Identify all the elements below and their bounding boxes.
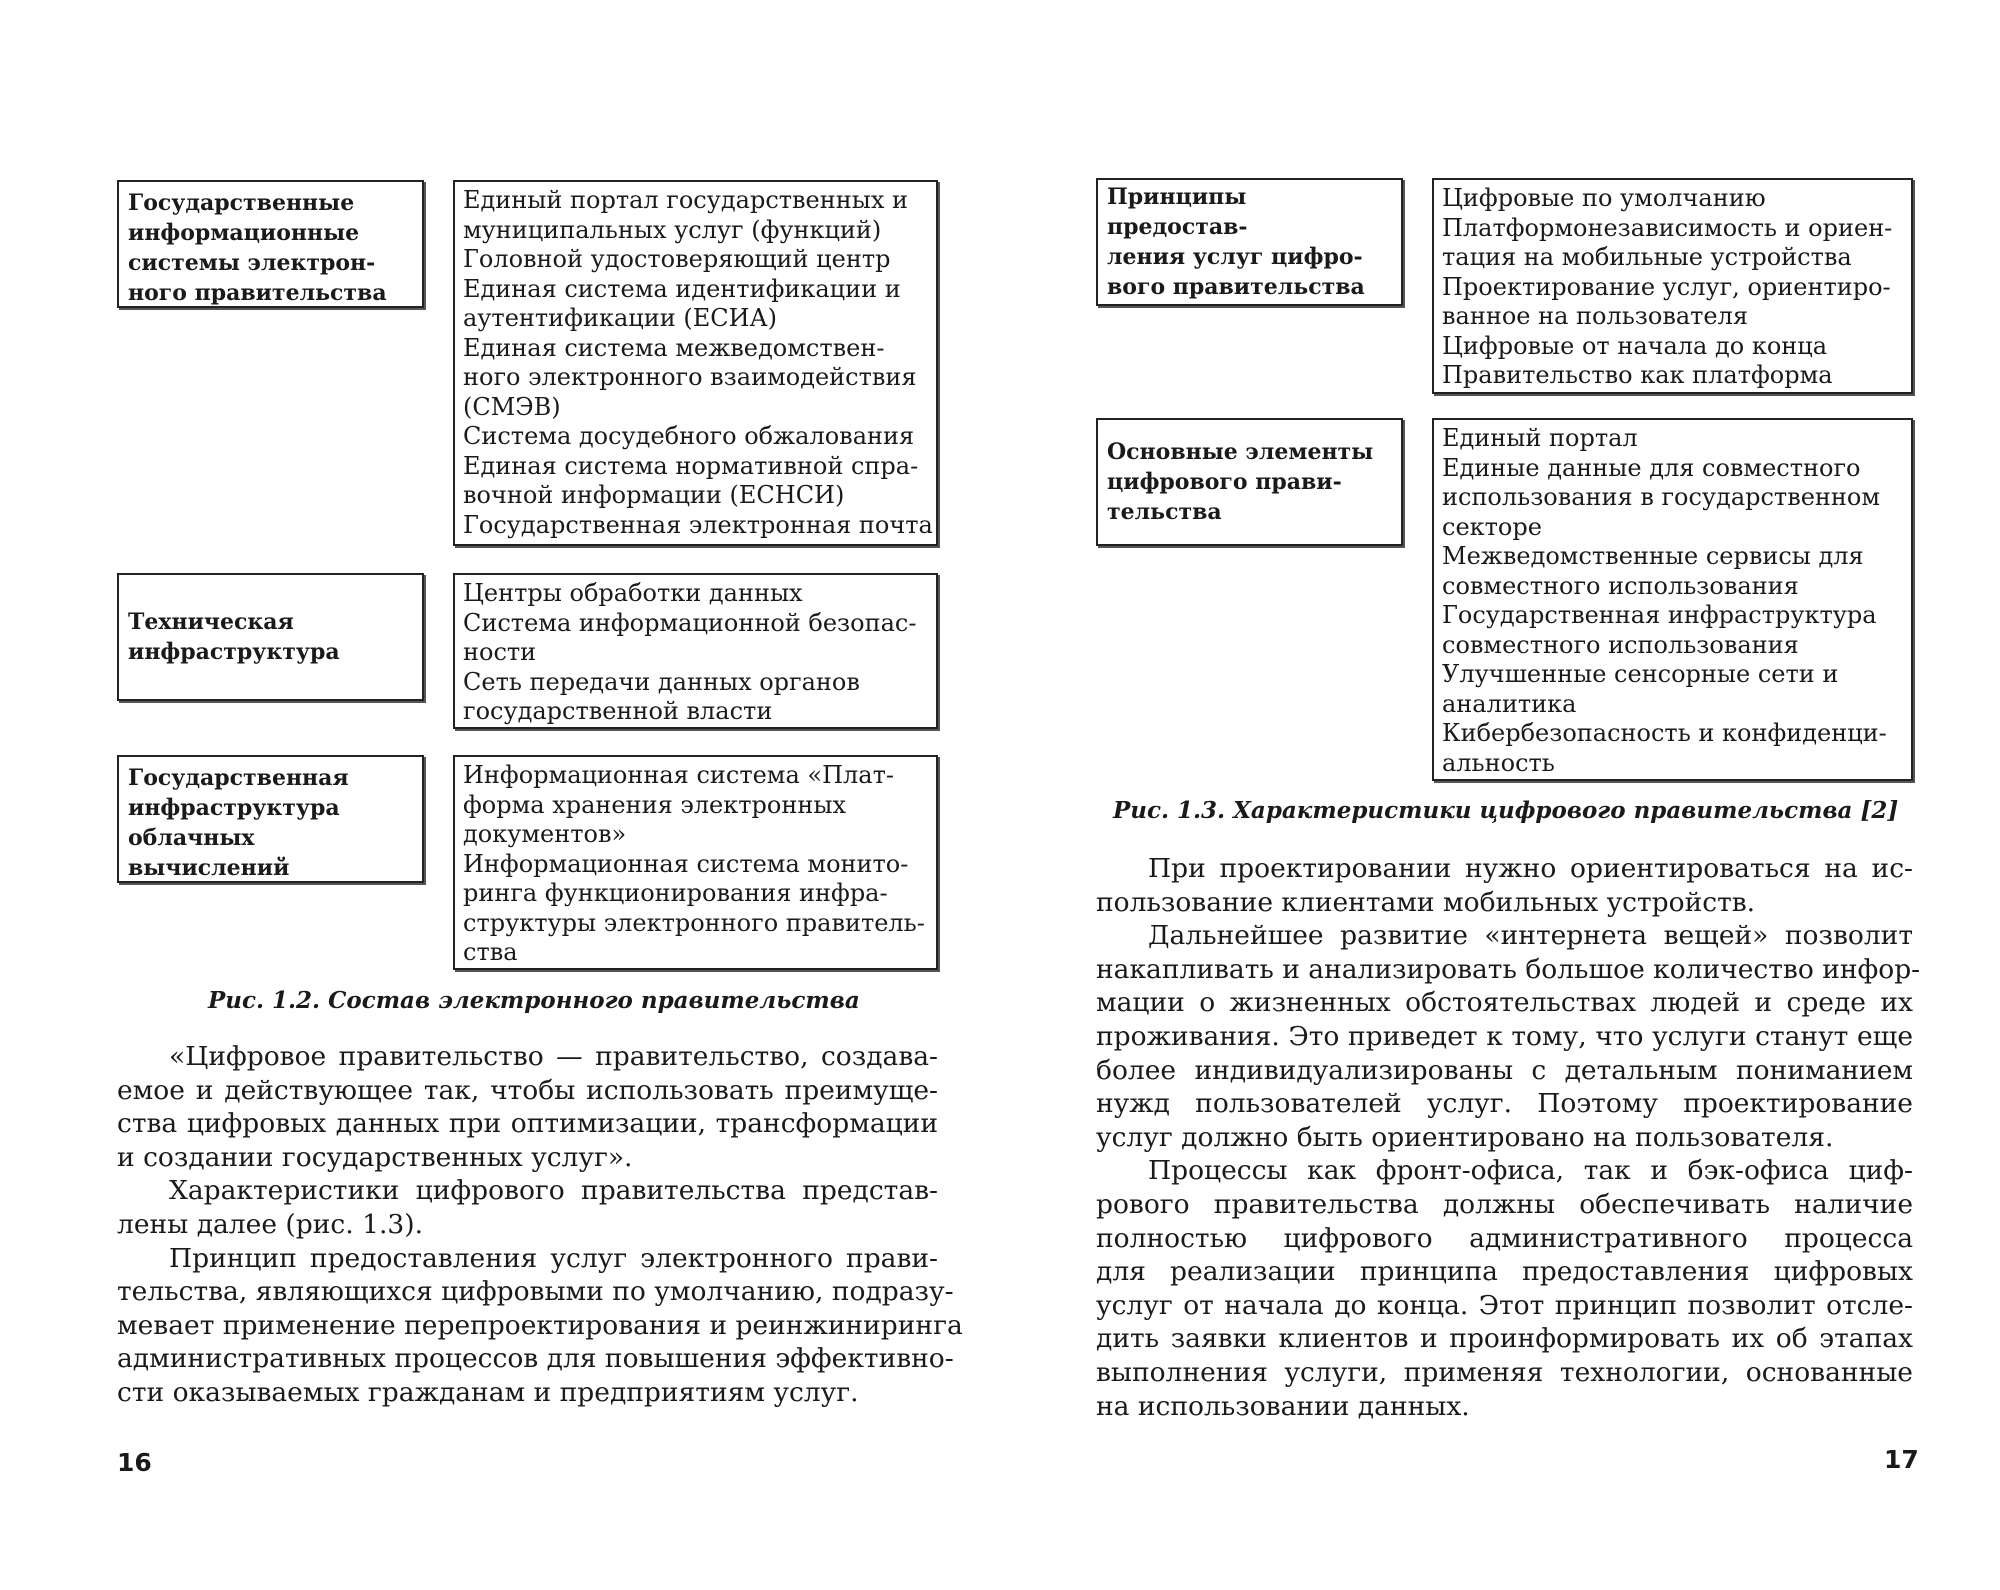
text-line: административных процессов для повышения эффективно- [117, 1343, 954, 1375]
label-line: Техническая [128, 609, 294, 635]
diagram-label-box [117, 755, 424, 883]
diagram-list-box [453, 755, 938, 970]
list-item: использования в государственном [1442, 483, 1881, 511]
list-item: аналитика [1442, 689, 1577, 718]
list-item: Система досудебного обжалования [463, 422, 915, 450]
body-text [1096, 852, 1921, 1423]
list-item: совместного использования [1442, 630, 1799, 659]
list-item: ства [463, 938, 518, 966]
list-item: Правительство как платформа [1442, 361, 1833, 389]
text-line: накапливать и анализировать большое количество инфор- [1096, 953, 1921, 985]
list-item: Проектирование услуг, ориентиро- [1442, 272, 1891, 301]
list-item: Платформонезависимость и ориен- [1442, 213, 1893, 242]
text-line: «Цифровое правительство — правительство, создава- [169, 1041, 938, 1072]
label-line: облачных [128, 825, 255, 851]
text-line: емое и действующее так, чтобы использовать преимуще- [117, 1074, 938, 1106]
text-line: услуг от начала до конца. Этот принцип позволит отсле- [1096, 1289, 1913, 1321]
list-item: альность [1442, 748, 1555, 777]
label-line: системы электрон- [128, 250, 376, 276]
figure-caption: Рис. 1.2. Состав электронного правительства [208, 987, 860, 1014]
text-line: на использовании данных. [1096, 1390, 1470, 1422]
list-item: Межведомственные сервисы для [1442, 542, 1864, 570]
list-item: Государственная инфраструктура [1442, 601, 1877, 629]
list-item: Кибербезопасность и конфиденци- [1442, 719, 1887, 747]
label-line: Принципы предостав- [1107, 184, 1248, 240]
text-line: нужд пользователей услуг. Поэтому проектирование [1096, 1088, 1913, 1120]
label-line: Основные элементы [1107, 439, 1374, 465]
list-item: Государственная электронная почта [463, 510, 933, 539]
list-item: Головной удостоверяющий центр [463, 245, 891, 273]
text-line: дить заявки клиентов и проинформировать их об этапах [1096, 1323, 1913, 1355]
list-item: аутентификации (ЕСИА) [463, 304, 778, 332]
diagram-label-box [117, 573, 424, 701]
text-line: и создании государственных услуг». [117, 1141, 633, 1173]
list-item: ванное на пользователя [1442, 302, 1749, 330]
page-number: 16 [117, 1448, 152, 1477]
list-item: Информационная система «Плат- [463, 761, 894, 789]
list-item: вочной информации (ЕСНСИ) [463, 481, 845, 509]
diagram-label-box [1096, 418, 1403, 546]
list-item: Единый портал [1442, 424, 1638, 452]
list-item: ного электронного взаимодействия [463, 363, 917, 391]
label-line: информационные [128, 220, 360, 246]
list-item: Сеть передачи данных органов [463, 667, 860, 696]
list-item: Улучшенные сенсорные сети и [1442, 660, 1839, 688]
diagram-label-box [1096, 178, 1403, 306]
label-line: вого правительства [1107, 274, 1365, 300]
list-item: Информационная система монито- [463, 849, 909, 878]
list-item: тация на мобильные устройства [1442, 243, 1852, 271]
text-line: Дальнейшее развитие «интернета вещей» позволит [1148, 920, 1913, 952]
text-line: Характеристики цифрового правительства представ- [169, 1175, 938, 1207]
text-line: лены далее (рис. 1.3). [117, 1208, 423, 1240]
diagram-list-box [1432, 418, 1913, 781]
text-line: сти оказываемых гражданам и предприятиям услуг. [117, 1376, 859, 1408]
text-line: проживания. Это приведет к тому, что услуги станут еще [1096, 1020, 1913, 1052]
text-line: услуг должно быть ориентировано на пользователя. [1096, 1121, 1834, 1153]
list-item: документов» [463, 820, 627, 848]
right-page [1000, 0, 2000, 1590]
label-line: инфраструктура [128, 639, 340, 665]
list-item: Система информационной безопас- [463, 608, 917, 637]
text-line: Принцип предоставления услуг электронного прави- [169, 1242, 938, 1274]
figure-caption: Рис. 1.3. Характеристики цифрового правительства [2] [1113, 797, 1899, 824]
label-line: вычислений [128, 855, 290, 881]
diagram-list-box [453, 180, 938, 546]
label-line: Государственная [128, 765, 349, 791]
text-line: тельства, являющихся цифровыми по умолчанию, подразу- [117, 1276, 954, 1308]
text-line: ства цифровых данных при оптимизации, трансформации [117, 1108, 938, 1140]
body-text [117, 1040, 963, 1410]
list-item: Цифровые по умолчанию [1442, 184, 1766, 212]
list-item: Единые данные для совместного [1442, 453, 1861, 482]
label-line: ления услуг цифро- [1107, 244, 1363, 270]
list-item: ринга функционирования инфра- [463, 879, 888, 907]
list-item: Единая система межведомствен- [463, 333, 885, 362]
text-line: мевает применение перепроектирования и реинжиниринга [117, 1309, 963, 1341]
text-line: для реализации принципа предоставления цифровых [1096, 1256, 1913, 1288]
diagram-label-box [117, 180, 424, 308]
list-item: секторе [1442, 512, 1542, 541]
list-item: Единый портал государственных и [463, 186, 909, 214]
list-item: форма хранения электронных [463, 790, 846, 819]
label-line: инфраструктура [128, 795, 340, 821]
text-line: выполнения услуги, применяя технологии, основанные [1096, 1356, 1913, 1388]
text-line: пользование клиентами мобильных устройств. [1096, 886, 1756, 918]
diagram-list-box [1432, 178, 1913, 394]
label-line: тельства [1107, 499, 1222, 525]
page-number: 17 [1884, 1445, 1919, 1474]
list-item: Единая система нормативной спра- [463, 451, 919, 480]
list-item: Центры обработки данных [463, 579, 803, 607]
list-item: совместного использования [1442, 571, 1799, 600]
list-item: муниципальных услуг (функций) [463, 215, 882, 244]
list-item: Единая система идентификации и [463, 274, 901, 303]
text-line: мации о жизненных обстоятельствах людей и среде их [1096, 987, 1913, 1019]
list-item: структуры электронного правитель- [463, 908, 925, 937]
text-line: более индивидуализированы с детальным пониманием [1096, 1054, 1913, 1086]
text-line: При проектировании нужно ориентироваться на ис- [1148, 853, 1913, 884]
list-item: государственной власти [463, 697, 773, 725]
list-item: (СМЭВ) [463, 392, 561, 421]
text-line: полностью цифрового административного процесса [1096, 1222, 1913, 1254]
text-line: Процессы как фронт-офиса, так и бэк-офиса циф- [1148, 1155, 1913, 1187]
list-item: ности [463, 638, 537, 666]
label-line: ного правительства [128, 280, 387, 306]
label-line: цифрового прави- [1107, 469, 1342, 495]
list-item: Цифровые от начала до конца [1442, 331, 1828, 360]
text-line: рового правительства должны обеспечивать наличие [1096, 1188, 1913, 1220]
label-line: Государственные [128, 190, 355, 216]
diagram-list-box [453, 573, 938, 729]
